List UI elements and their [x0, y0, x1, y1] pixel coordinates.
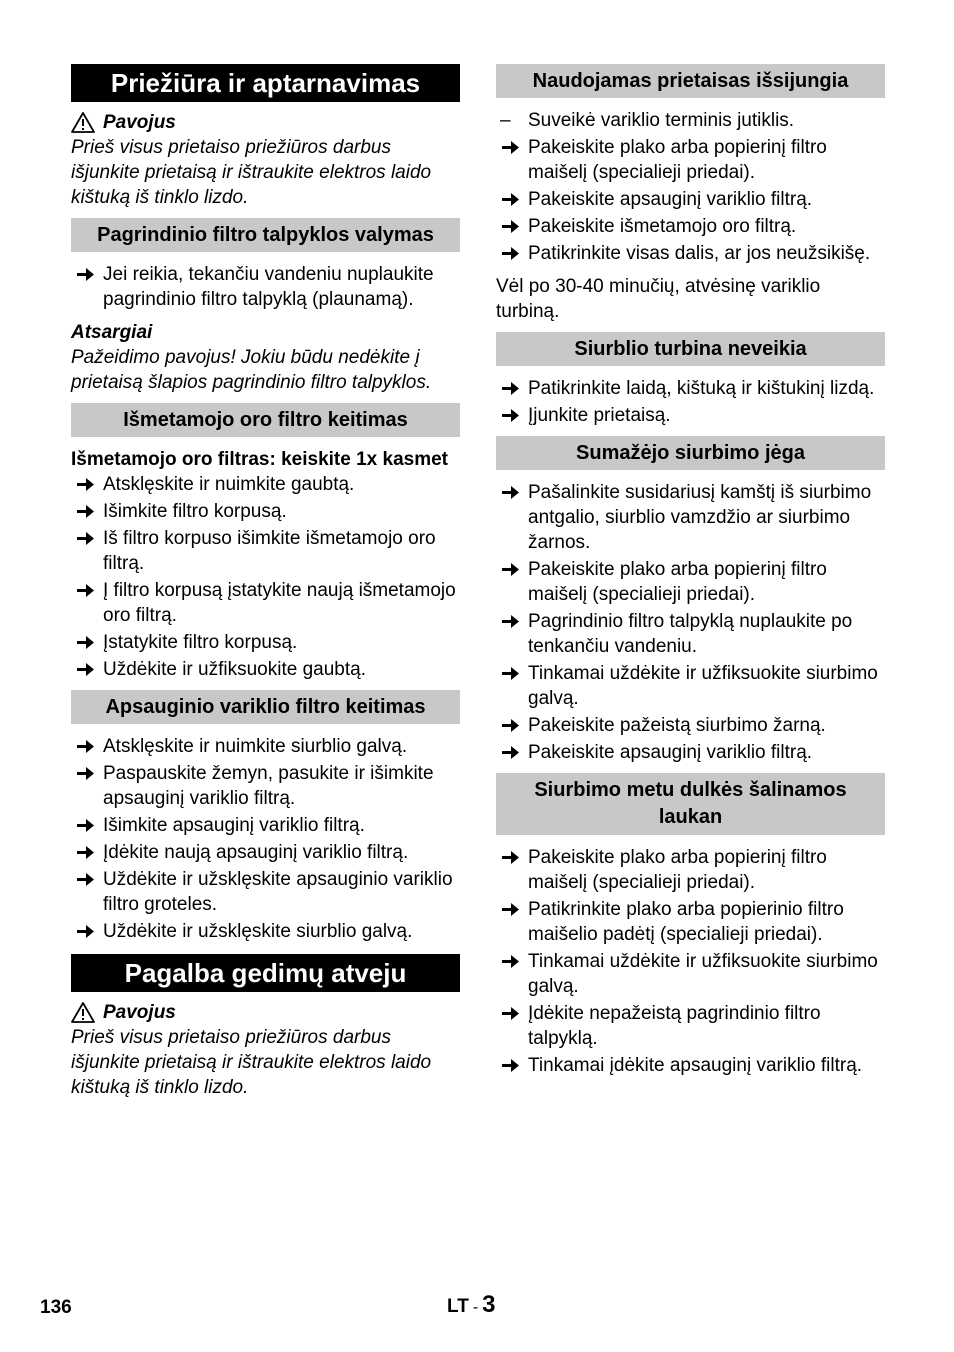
warning-triangle-icon — [71, 1001, 95, 1025]
step-text: Į filtro korpusą įstatykite naują išmetamojo oro filtrą. — [103, 580, 456, 626]
list-item — [71, 578, 460, 628]
list-item — [496, 740, 885, 765]
arrow-right-icon — [500, 897, 520, 922]
arrow-right-icon — [75, 867, 95, 892]
arrow-right-icon — [500, 241, 520, 266]
step-text: Jei reikia, tekančiu vandeniu nuplaukite pagrindinio filtro talpyklą (plaunamą). — [103, 264, 434, 310]
list-item — [71, 499, 460, 524]
list-item — [496, 241, 885, 266]
left-column — [71, 64, 460, 1108]
list-item — [71, 813, 460, 838]
list-item — [496, 661, 885, 711]
danger-label: Pavojus — [103, 1002, 176, 1023]
arrow-right-icon — [75, 499, 95, 524]
section-title-troubleshooting: Pagalba gedimų atveju — [71, 954, 460, 992]
list-item — [71, 630, 460, 655]
step-text: Atsklęskite ir nuimkite gaubtą. — [103, 474, 355, 495]
arrow-right-icon — [75, 578, 95, 603]
step-text: Pašalinkite susidariusį kamštį iš siurbimo antgalio, siurblio vamzdžio ar siurbimo žarnos. — [528, 482, 872, 553]
list-item — [496, 713, 885, 738]
caution-label: Atsargiai — [71, 322, 153, 343]
cause-text: Suveikė variklio terminis jutiklis. — [528, 110, 795, 131]
title-line: laukan — [658, 806, 723, 828]
step-text: Uždėkite ir užsklęskite siurblio galvą. — [103, 921, 413, 942]
list-item — [496, 187, 885, 212]
arrow-right-icon — [75, 734, 95, 759]
step-list — [496, 845, 885, 1078]
list-item — [71, 526, 460, 576]
arrow-right-icon — [500, 949, 520, 974]
step-text: Iš filtro korpuso išimkite išmetamojo oro filtrą. — [103, 528, 436, 574]
subsection-title-main-filter: Pagrindinio filtro talpyklos valymas — [71, 218, 460, 252]
list-item — [71, 867, 460, 917]
step-text: Pakeiskite apsauginį variklio filtrą. — [528, 742, 813, 763]
caution-text: Pažeidimo pavojus! Jokiu būdu nedėkite į prietaisą šlapios pagrindinio filtro talpyklos. — [71, 347, 432, 393]
list-item — [496, 845, 885, 895]
warning-triangle-icon — [71, 111, 95, 135]
list-item — [71, 734, 460, 759]
subsection-title-turbine-not-working: Siurblio turbina neveikia — [496, 332, 885, 366]
step-text: Įjunkite prietaisą. — [528, 405, 671, 426]
right-column — [496, 64, 885, 1086]
subsection-title-exhaust-filter: Išmetamojo oro filtro keitimas — [71, 403, 460, 437]
arrow-right-icon — [75, 262, 95, 287]
step-text: Pakeiskite plako arba popierinį filtro maišelį (specialieji priedai). — [528, 137, 827, 183]
list-item — [496, 214, 885, 239]
step-text: Pakeiskite plako arba popierinį filtro maišelį (specialieji priedai). — [528, 847, 827, 893]
arrow-right-icon — [75, 630, 95, 655]
step-text: Tinkamai uždėkite ir užfiksuokite siurbimo galvą. — [528, 663, 878, 709]
list-item — [496, 609, 885, 659]
arrow-right-icon — [75, 657, 95, 682]
step-list — [496, 108, 885, 266]
step-text: Įdėkite nepažeistą pagrindinio filtro talpyklą. — [528, 1003, 821, 1049]
list-item — [71, 262, 460, 312]
title-line: Siurbimo metu dulkės šalinamos — [534, 779, 847, 801]
list-item — [71, 472, 460, 497]
arrow-right-icon — [500, 557, 520, 582]
arrow-right-icon — [75, 813, 95, 838]
arrow-right-icon — [500, 403, 520, 428]
list-item — [71, 761, 460, 811]
step-text: Pakeiskite pažeistą siurbimo žarną. — [528, 715, 826, 736]
arrow-right-icon — [500, 740, 520, 765]
list-item — [496, 1053, 885, 1078]
step-list — [71, 472, 460, 682]
step-text: Patikrinkite plako arba popierinio filtro maišelio padėtį (specialieji priedai). — [528, 899, 844, 945]
step-text: Pakeiskite plako arba popierinį filtro maišelį (specialieji priedai). — [528, 559, 827, 605]
list-item — [71, 919, 460, 944]
step-text: Patikrinkite laidą, kištuką ir kištukinį lizdą. — [528, 378, 875, 399]
list-item — [496, 135, 885, 185]
arrow-right-icon — [500, 1001, 520, 1026]
list-item — [496, 480, 885, 555]
arrow-right-icon — [75, 761, 95, 786]
arrow-right-icon — [500, 713, 520, 738]
subsection-title-dust-escapes — [496, 773, 885, 835]
list-item — [496, 403, 885, 428]
arrow-right-icon — [500, 187, 520, 212]
step-list — [71, 262, 460, 312]
arrow-right-icon — [500, 480, 520, 505]
step-text: Uždėkite ir užsklęskite apsauginio variklio filtro groteles. — [103, 869, 453, 915]
step-list — [496, 376, 885, 428]
list-item — [496, 1001, 885, 1051]
list-item — [496, 557, 885, 607]
arrow-right-icon — [500, 376, 520, 401]
subsection-title-motor-filter: Apsauginio variklio filtro keitimas — [71, 690, 460, 724]
page-number: 136 — [40, 1297, 72, 1318]
arrow-right-icon — [500, 661, 520, 686]
step-text: Įdėkite naują apsauginį variklio filtrą. — [103, 842, 409, 863]
list-item — [71, 840, 460, 865]
list-item — [496, 949, 885, 999]
subsection-title-suction-reduced: Sumažėjo siurbimo jėga — [496, 436, 885, 470]
step-text: Išimkite filtro korpusą. — [103, 501, 287, 522]
language-code: LT — [447, 1296, 469, 1317]
separator: - — [472, 1299, 479, 1316]
step-text: Uždėkite ir užfiksuokite gaubtą. — [103, 659, 366, 680]
list-item — [71, 657, 460, 682]
arrow-right-icon — [500, 609, 520, 634]
danger-text: Prieš visus prietaiso priežiūros darbus išjunkite prietaisą ir ištraukite elektros laido kištuką iš tinklo lizdo. — [71, 137, 432, 208]
step-text: Įstatykite filtro korpusą. — [103, 632, 298, 653]
arrow-right-icon — [75, 472, 95, 497]
arrow-right-icon — [75, 526, 95, 551]
dash-bullet: – — [500, 110, 511, 131]
section-number: 3 — [482, 1291, 496, 1318]
step-text: Paspauskite žemyn, pasukite ir išimkite apsauginį variklio filtrą. — [103, 763, 434, 809]
step-text: Atsklęskite ir nuimkite siurblio galvą. — [103, 736, 408, 757]
arrow-right-icon — [500, 845, 520, 870]
danger-heading — [71, 110, 460, 135]
step-text: Patikrinkite visas dalis, ar jos neužsikišę. — [528, 243, 871, 264]
danger-heading — [71, 1000, 460, 1025]
arrow-right-icon — [75, 919, 95, 944]
step-text: Pakeiskite apsauginį variklio filtrą. — [528, 189, 813, 210]
list-item — [496, 376, 885, 401]
arrow-right-icon — [75, 840, 95, 865]
list-item — [496, 108, 885, 133]
step-list — [496, 480, 885, 765]
list-item — [496, 897, 885, 947]
danger-text: Prieš visus prietaiso priežiūros darbus išjunkite prietaisą ir ištraukite elektros laido kištuką iš tinklo lizdo. — [71, 1027, 432, 1098]
step-list — [71, 734, 460, 944]
arrow-right-icon — [500, 135, 520, 160]
step-text: Tinkamai įdėkite apsauginį variklio filtrą. — [528, 1055, 863, 1076]
step-text: Tinkamai uždėkite ir užfiksuokite siurbimo galvą. — [528, 951, 878, 997]
arrow-right-icon — [500, 1053, 520, 1078]
arrow-right-icon — [500, 214, 520, 239]
exhaust-filter-interval: Išmetamojo oro filtras: keiskite 1x kasmet — [71, 449, 448, 470]
step-text: Išimkite apsauginį variklio filtrą. — [103, 815, 365, 836]
language-section-marker — [447, 1292, 496, 1320]
subsection-title-device-switches-off: Naudojamas prietaisas išsijungia — [496, 64, 885, 98]
step-text: Pakeiskite išmetamojo oro filtrą. — [528, 216, 797, 237]
restart-note: Vėl po 30-40 minučių, atvėsinę variklio turbiną. — [496, 276, 821, 322]
step-text: Pagrindinio filtro talpyklą nuplaukite po tenkančiu vandeniu. — [528, 611, 853, 657]
section-title-maintenance: Priežiūra ir aptarnavimas — [71, 64, 460, 102]
danger-label: Pavojus — [103, 112, 176, 133]
